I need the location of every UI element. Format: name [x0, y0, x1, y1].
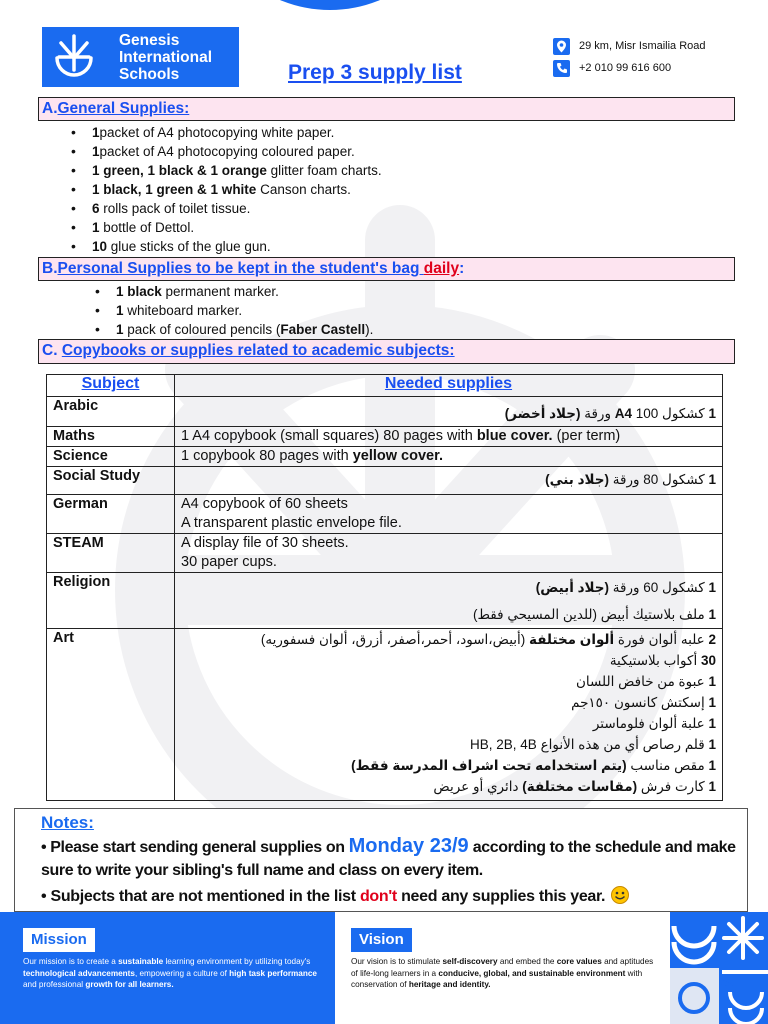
item-qty: 1 green, 1 black & 1 orange — [92, 163, 267, 178]
general-supplies-list — [92, 123, 382, 256]
item-text: glue sticks of the glue gun. — [107, 239, 271, 254]
text-bold: (جلاد أخضر) — [504, 406, 581, 421]
item-text: packet of A4 photocopying white paper. — [99, 125, 335, 140]
text: كشكول 80 ورقة — [609, 472, 709, 487]
note-text: need any supplies this year. — [396, 888, 606, 905]
subject-cell: Religion — [47, 573, 175, 629]
text: 1 copybook 80 pages with — [181, 448, 353, 464]
qty: 1 — [708, 472, 716, 487]
text: (per term) — [552, 428, 621, 444]
text: (أبيض،اسود، أحمر،أصفر، أزرق، ألوان فسفوريه) — [260, 632, 530, 647]
address-row — [553, 36, 706, 56]
item-qty: 6 — [92, 201, 100, 216]
school-logo — [42, 27, 239, 87]
subject-cell: STEAM — [47, 534, 175, 573]
table-row — [47, 467, 723, 495]
qty: 1 — [708, 406, 716, 421]
personal-supplies-list — [116, 282, 373, 339]
item-text: glitter foam charts. — [266, 163, 382, 178]
item-text: rolls pack of toilet tissue. — [99, 201, 251, 216]
section-a-header — [38, 97, 735, 121]
text: A4 copybook of 60 sheets — [181, 496, 348, 512]
list-item — [92, 142, 382, 161]
item-text: pack of coloured pencils ( — [123, 322, 281, 337]
list-item — [92, 218, 382, 237]
address-text: 29 km, Misr Ismailia Road — [579, 40, 706, 52]
list-item — [92, 237, 382, 256]
note-highlight: don't — [359, 888, 397, 905]
vision-text: Our vision is to stimulate self-discovery and embed the core values and aptitudes of life-long learners in a conducive, global, and sustainable environment with conservation of heritage and identity. — [351, 957, 654, 989]
item-brand: Faber Castell — [280, 322, 366, 337]
qty: 1 — [708, 737, 716, 752]
table-row — [47, 397, 723, 427]
qty: 1 — [708, 674, 716, 689]
text: علبه ألوان فورة — [614, 632, 709, 647]
table-row — [47, 629, 723, 801]
supplies-cell — [175, 427, 723, 447]
section-c-prefix: C. — [42, 342, 62, 359]
text-bold: (جلاد بني) — [545, 472, 609, 487]
vision-panel — [335, 912, 670, 1024]
supplies-cell — [175, 447, 723, 467]
supplies-cell — [175, 397, 723, 427]
qty: 1 — [708, 779, 716, 794]
item-qty: 1 — [92, 144, 100, 159]
qty: 1 — [708, 758, 716, 773]
item-text: bottle of Dettol. — [99, 220, 195, 235]
text: مقص مناسب — [626, 758, 709, 773]
text-bold: blue cover. — [476, 428, 553, 444]
page-title: Prep 3 supply list — [288, 61, 462, 84]
supplies-cell — [175, 467, 723, 495]
subject-cell: Social Study — [47, 467, 175, 495]
logo-line-2: International — [119, 49, 213, 66]
supplies-cell — [175, 534, 723, 573]
text-bold: ألوان مختلفة — [529, 632, 615, 647]
text: قلم رصاص أي من هذه الأنواع HB, 2B, 4B — [470, 737, 709, 752]
mission-label: Mission — [23, 928, 95, 952]
table-header-row — [47, 375, 723, 397]
supplies-cell — [175, 573, 723, 629]
list-item — [116, 320, 373, 339]
phone-icon — [553, 60, 570, 77]
notes-box — [14, 808, 748, 912]
qty: 1 — [708, 716, 716, 731]
note-text: • Subjects that are not mentioned in the list — [41, 888, 360, 905]
qty: 2 — [708, 632, 716, 647]
phone-row — [553, 58, 671, 78]
phone-text: +2 010 99 616 600 — [579, 62, 672, 74]
text: A transparent plastic envelope file. — [181, 515, 402, 531]
list-item — [92, 180, 382, 199]
text: 1 A4 copybook (small squares) 80 pages with — [181, 428, 477, 444]
subject-cell: German — [47, 495, 175, 534]
text: كشكول 60 ورقة — [609, 580, 709, 595]
mission-text: Our mission is to create a sustainable learning environment by utilizing today's technological advancements, empowering a culture of high task performance and professional growth for all learners. — [23, 957, 317, 989]
logo-line-1: Genesis — [119, 32, 180, 49]
item-end: ). — [365, 322, 374, 337]
text-bold: A4 — [614, 406, 632, 421]
text: دائري أو عريض — [433, 779, 523, 794]
item-text: Canson charts. — [256, 182, 351, 197]
text: كشكول — [658, 406, 709, 421]
item-text: permanent marker. — [161, 284, 279, 299]
text: A display file of 30 sheets. — [181, 535, 349, 551]
contact-info — [553, 36, 768, 86]
text: 100 ورقة — [580, 406, 659, 421]
list-item — [92, 161, 382, 180]
table-row — [47, 447, 723, 467]
column-header-needed-supplies: Needed supplies — [175, 375, 723, 397]
note-text: according to the schedule and make sure to write your sibling's full name and class on every item. — [41, 839, 736, 879]
qty: 1 — [708, 695, 716, 710]
note-start-date — [41, 835, 751, 882]
mission-panel — [0, 912, 335, 1024]
supplies-table — [46, 374, 723, 801]
text-bold: yellow cover. — [352, 448, 443, 464]
item-text: whiteboard marker. — [123, 303, 243, 318]
list-item — [116, 282, 373, 301]
section-b-title: Personal Supplies to be kept in the student's bag — [57, 260, 424, 277]
note-date: Monday 23/9 — [348, 835, 469, 857]
notes-title: Notes: — [41, 813, 94, 832]
note-text: • Please start sending general supplies on — [41, 839, 349, 856]
table-row — [47, 573, 723, 629]
item-qty: 1 black — [116, 284, 162, 299]
section-b-header — [38, 257, 735, 281]
supplies-cell — [175, 629, 723, 801]
list-item — [92, 123, 382, 142]
vision-label: Vision — [351, 928, 412, 952]
text: إسكتش كانسون ١٥٠جم — [571, 695, 709, 710]
subject-cell: Maths — [47, 427, 175, 447]
item-qty: 1 — [116, 303, 124, 318]
table-row — [47, 495, 723, 534]
supplies-cell — [175, 495, 723, 534]
section-a-title: General Supplies: — [57, 100, 190, 117]
subject-cell: Science — [47, 447, 175, 467]
footer-pattern-graphic — [670, 912, 768, 1024]
text: 30 paper cups. — [181, 554, 277, 570]
text: كارت فرش — [637, 779, 709, 794]
section-b-suffix: : — [459, 260, 465, 277]
subject-cell: Art — [47, 629, 175, 801]
section-c-title: Copybooks or supplies related to academic subjects: — [61, 342, 455, 359]
text-bold: (يتم استخدامه تحت اشراف المدرسة فقط) — [351, 758, 627, 773]
logo-line-3: Schools — [119, 66, 180, 83]
footer-pattern — [670, 912, 768, 1024]
item-qty: 10 — [92, 239, 108, 254]
item-qty: 1 — [92, 125, 100, 140]
item-qty: 1 — [116, 322, 124, 337]
list-item — [116, 301, 373, 320]
qty: 1 — [708, 580, 716, 595]
subject-cell: Arabic — [47, 397, 175, 427]
section-b-prefix: B. — [42, 260, 58, 277]
column-header-subject: Subject — [47, 375, 175, 397]
text: ملف بلاستيك أبيض (للدين المسيحي فقط) — [472, 607, 709, 622]
qty: 30 — [700, 653, 716, 668]
section-b-highlight: daily — [423, 260, 460, 277]
item-text: packet of A4 photocopying coloured paper. — [99, 144, 355, 159]
logo-text — [119, 32, 212, 83]
text: علبة ألوان فلوماستر — [592, 716, 709, 731]
note-unlisted-subjects — [41, 886, 629, 908]
footer — [0, 912, 768, 1024]
table-row — [47, 427, 723, 447]
logo-mark-icon — [48, 30, 100, 84]
qty: 1 — [708, 607, 716, 622]
table-row — [47, 534, 723, 573]
smiley-icon — [611, 886, 629, 904]
text-bold: (مقاسات مختلفة) — [522, 779, 638, 794]
location-pin-icon — [553, 38, 570, 55]
item-qty: 1 — [92, 220, 100, 235]
text: عبوة من خافض اللسان — [575, 674, 709, 689]
item-qty: 1 black, 1 green & 1 white — [92, 182, 257, 197]
section-c-header — [38, 339, 735, 364]
list-item — [92, 199, 382, 218]
section-a-prefix: A. — [42, 100, 58, 117]
text: أكواب بلاستيكية — [609, 653, 701, 668]
text-bold: (جلاد أبيض) — [535, 580, 609, 595]
